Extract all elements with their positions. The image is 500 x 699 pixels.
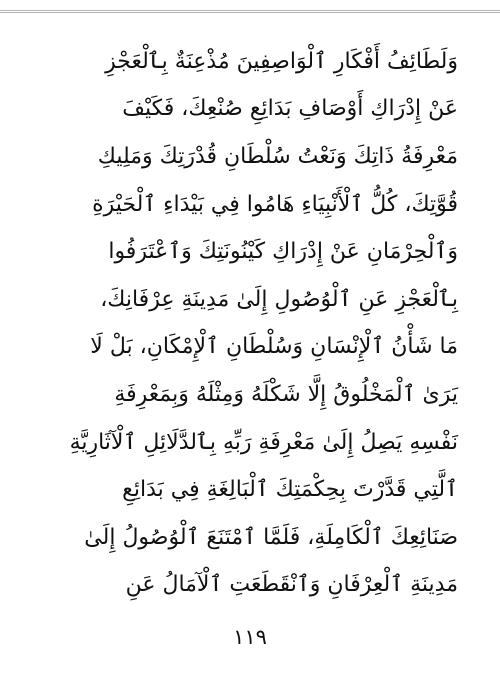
top-border-rule bbox=[0, 0, 500, 13]
arabic-text-block bbox=[42, 38, 458, 609]
text-line: مَعْرِفَةُ ذَاتِكَ وَنَعْتُ سُلْطَانِ قُدْرَتِكَ وَمَلِيكِ bbox=[97, 143, 458, 169]
text-line: مَدِينَةِ ٱلْعِرْفَانِ وَٱنْقَطَعَتِ ٱلْآمَالُ عَنِ bbox=[125, 572, 458, 598]
text-line: ٱلَّتِي قَدَّرْتَ بِحِكْمَتِكَ ٱلْبَالِغَةِ فِي بَدَائِعِ bbox=[122, 477, 458, 503]
text-line: نَفْسِهِ يَصِلُ إِلَىٰ مَعْرِفَةِ رَبِّهِ بِٱلدَّلَائِلِ ٱلْآثَارِيَّةِ bbox=[69, 429, 458, 455]
text-line: قُوَّتِكَ، كُلُّ ٱلْأَنْبِيَاءِ هَامُوا فِي بَيْدَاءِ ٱلْحَيْرَةِ bbox=[92, 191, 458, 217]
text-line: وَلَطَائِفُ أَفْكَارِ ٱلْوَاصِفِينَ مُذْعِنَةٌ بِٱلْعَجْزِ bbox=[105, 48, 458, 74]
text-line: صَنَائِعِكَ ٱلْكَامِلَةِ، فَلَمَّا ٱمْتَنَعَ ٱلْوُصُولُ إِلَىٰ bbox=[84, 524, 458, 550]
text-line: عَنْ إِدْرَاكِ أَوْصَافِ بَدَائِعِ صُنْعِكَ، فَكَيْفَ bbox=[122, 96, 458, 122]
text-line: وَٱلْحِرْمَانِ عَنْ إِدْرَاكِ كَيْنُونَتِكَ وَٱعْتَرَفُوا bbox=[108, 239, 458, 265]
text-line: مَا شَأْنُ ٱلْإِنْسَانِ وَسُلْطَانِ ٱلْإِمْكَانِ، بَلْ لَا bbox=[90, 334, 458, 360]
text-line: يَرَىٰ ٱلْمَخْلُوقُ إِلَّا شَكْلَهُ وَمِثْلَهُ وَبِمَعْرِفَةِ bbox=[114, 381, 458, 407]
page-number: ١١٩ bbox=[233, 625, 267, 649]
text-line: بِٱلْعَجْزِ عَنِ ٱلْوُصُولِ إِلَىٰ مَدِينَةِ عِرْفَانِكَ، bbox=[100, 286, 458, 312]
